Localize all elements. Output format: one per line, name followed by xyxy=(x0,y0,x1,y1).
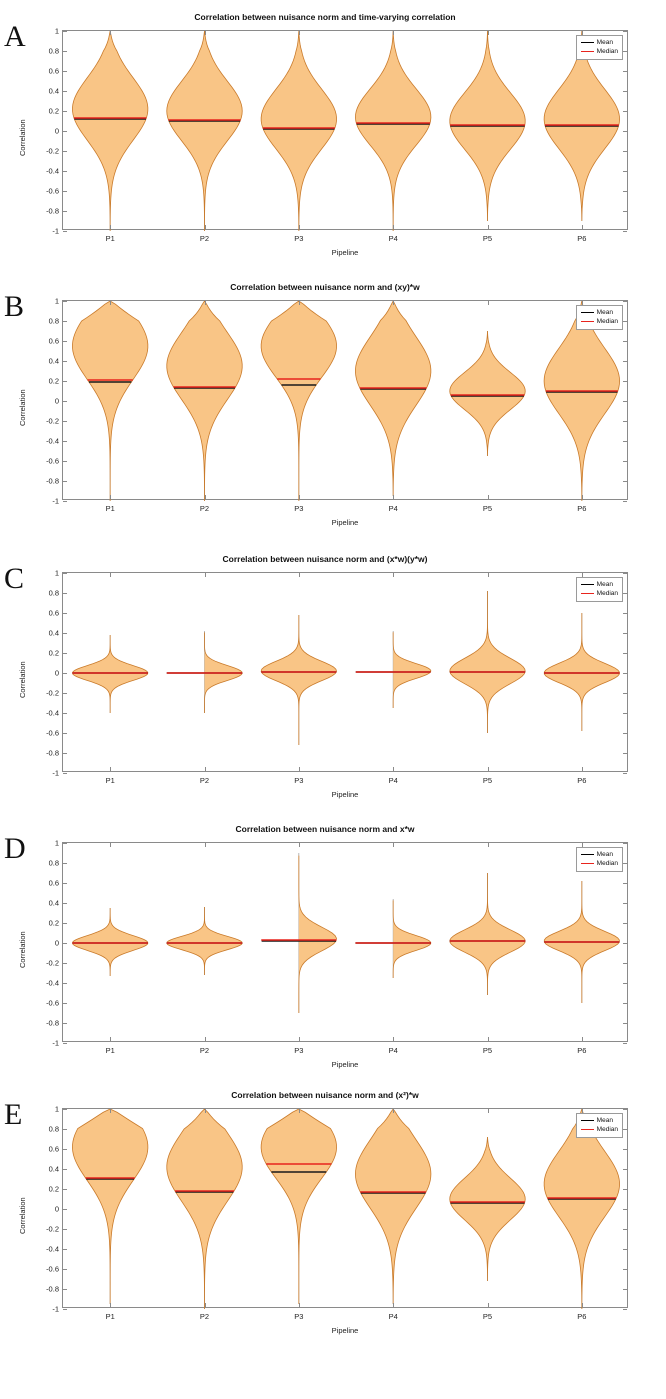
y-tick-label: 1 xyxy=(54,568,59,578)
violin-shape xyxy=(72,31,147,231)
y-tick-label: -0.2 xyxy=(46,958,59,968)
y-tick-label: -0.8 xyxy=(46,1018,59,1028)
legend-label-median: Median xyxy=(596,318,618,325)
violin-shape xyxy=(355,301,430,496)
y-axis-label: Correlation xyxy=(18,661,27,698)
x-tick-mark xyxy=(582,1303,583,1307)
x-tick-label: P2 xyxy=(199,1312,210,1321)
x-tick-mark xyxy=(299,1109,300,1113)
panel-letter: E xyxy=(4,1098,23,1131)
x-tick-label: P4 xyxy=(388,1312,398,1321)
legend-line-icon xyxy=(581,1120,594,1121)
x-axis-label: Pipeline xyxy=(331,1326,359,1335)
y-tick-label: -0.6 xyxy=(46,998,59,1008)
x-tick-mark xyxy=(205,495,206,499)
y-tick-label: 1 xyxy=(54,838,59,848)
x-tick-mark xyxy=(488,1109,489,1113)
y-tick-label: -0.8 xyxy=(46,1284,59,1294)
panel-e xyxy=(0,1086,666,1348)
legend-line-icon xyxy=(581,42,594,43)
y-tick-label: 0.2 xyxy=(48,648,59,658)
x-tick-mark xyxy=(393,573,394,577)
violin-shape xyxy=(261,615,336,745)
y-axis-label: Correlation xyxy=(18,119,27,156)
legend-label-median: Median xyxy=(596,860,618,867)
violin-shape xyxy=(261,1109,336,1304)
panel-letter: D xyxy=(4,832,26,865)
panel-letter: C xyxy=(4,562,25,595)
y-tick-mark xyxy=(63,1043,67,1044)
x-tick-mark xyxy=(299,573,300,577)
y-tick-mark xyxy=(623,1309,627,1310)
x-tick-mark xyxy=(110,495,111,499)
y-tick-label: 1 xyxy=(54,296,59,306)
legend-item-median xyxy=(581,317,618,326)
x-tick-label: P2 xyxy=(199,776,210,785)
x-tick-mark xyxy=(299,1037,300,1041)
plot-title: Correlation between nuisance norm and (x*w)(y*w) xyxy=(222,554,428,564)
legend-line-icon xyxy=(581,854,594,855)
legend-line-icon xyxy=(581,51,594,52)
legend-item-mean xyxy=(581,1116,618,1125)
x-tick-label: P6 xyxy=(577,504,587,513)
violin-plot-area xyxy=(63,573,629,773)
x-axis-label: Pipeline xyxy=(331,1060,359,1069)
y-tick-label: -0.4 xyxy=(46,708,59,718)
y-tick-label: -1 xyxy=(52,768,59,778)
x-tick-mark xyxy=(393,31,394,35)
y-tick-label: 0.2 xyxy=(48,106,59,116)
y-tick-label: 0.4 xyxy=(48,898,59,908)
y-tick-label: 0 xyxy=(54,1204,59,1214)
x-tick-mark xyxy=(488,31,489,35)
legend-label-mean: Mean xyxy=(596,581,613,588)
panel-b xyxy=(0,278,666,540)
y-tick-mark xyxy=(63,1309,67,1310)
legend-item-mean xyxy=(581,38,618,47)
y-tick-label: 0.8 xyxy=(48,1124,59,1134)
x-tick-mark xyxy=(205,767,206,771)
y-tick-label: -0.8 xyxy=(46,476,59,486)
x-tick-mark xyxy=(488,495,489,499)
x-tick-mark xyxy=(393,1109,394,1113)
y-axis-label: Correlation xyxy=(18,931,27,968)
violin-shape xyxy=(544,613,619,731)
x-tick-mark xyxy=(110,1037,111,1041)
x-tick-mark xyxy=(488,573,489,577)
violin-plot-area xyxy=(63,843,629,1043)
y-tick-label: 1 xyxy=(54,26,59,36)
x-tick-mark xyxy=(205,1109,206,1113)
legend-label-mean: Mean xyxy=(596,39,613,46)
violin-shape xyxy=(355,1109,430,1304)
violin-plot-area xyxy=(63,31,629,231)
x-tick-mark xyxy=(299,225,300,229)
x-tick-mark xyxy=(205,225,206,229)
x-tick-mark xyxy=(205,1303,206,1307)
legend-line-icon xyxy=(581,584,594,585)
y-tick-label: -0.4 xyxy=(46,436,59,446)
x-tick-mark xyxy=(110,225,111,229)
x-tick-mark xyxy=(488,225,489,229)
y-tick-label: -0.6 xyxy=(46,456,59,466)
y-tick-mark xyxy=(623,773,627,774)
y-tick-mark xyxy=(623,1043,627,1044)
legend-item-mean xyxy=(581,580,618,589)
y-tick-label: -0.4 xyxy=(46,1244,59,1254)
violin-shape xyxy=(355,31,430,231)
x-tick-label: P5 xyxy=(482,1312,493,1321)
plot-axes xyxy=(46,26,628,243)
x-tick-label: P3 xyxy=(294,234,304,243)
violin-shape xyxy=(450,331,525,456)
violin-plot-area xyxy=(63,301,629,501)
y-tick-label: 0.6 xyxy=(48,1144,59,1154)
y-tick-label: -0.2 xyxy=(46,688,59,698)
legend xyxy=(576,35,623,60)
y-tick-mark xyxy=(623,231,627,232)
legend-item-mean xyxy=(581,308,618,317)
x-tick-label: P5 xyxy=(482,776,493,785)
x-tick-mark xyxy=(110,1303,111,1307)
x-tick-label: P1 xyxy=(105,504,115,513)
violin-shape xyxy=(167,31,242,231)
x-tick-mark xyxy=(205,301,206,305)
x-tick-mark xyxy=(299,1303,300,1307)
y-tick-label: 0.8 xyxy=(48,588,59,598)
x-tick-mark xyxy=(110,31,111,35)
y-tick-label: 0.2 xyxy=(48,376,59,386)
legend xyxy=(576,577,623,602)
y-tick-label: 0.4 xyxy=(48,628,59,638)
x-tick-mark xyxy=(393,843,394,847)
violin-shape xyxy=(261,301,336,501)
y-tick-label: 0.6 xyxy=(48,66,59,76)
x-tick-mark xyxy=(110,767,111,771)
violin-shape xyxy=(393,632,431,708)
legend-item-mean xyxy=(581,850,618,859)
legend-label-median: Median xyxy=(596,1126,618,1133)
legend xyxy=(576,847,623,872)
x-tick-label: P6 xyxy=(577,1046,587,1055)
x-tick-mark xyxy=(299,301,300,305)
legend-label-median: Median xyxy=(596,48,618,55)
y-tick-mark xyxy=(63,501,67,502)
violin-shape xyxy=(393,900,431,978)
y-tick-label: 0.4 xyxy=(48,1164,59,1174)
violin-shape xyxy=(167,907,242,975)
panel-letter: B xyxy=(4,290,25,323)
y-tick-label: 0 xyxy=(54,126,59,136)
x-tick-mark xyxy=(205,31,206,35)
x-tick-mark xyxy=(393,301,394,305)
plot-axes xyxy=(46,568,628,785)
x-tick-label: P4 xyxy=(388,776,398,785)
plot-title: Correlation between nuisance norm and (x²)*w xyxy=(231,1090,419,1100)
x-axis-label: Pipeline xyxy=(331,790,359,799)
violin-shape xyxy=(167,1109,242,1309)
violin-shape xyxy=(72,908,147,976)
legend-line-icon xyxy=(581,863,594,864)
violin-shape xyxy=(72,301,147,501)
x-tick-label: P3 xyxy=(294,776,304,785)
x-axis-label: Pipeline xyxy=(331,248,359,257)
y-tick-mark xyxy=(63,773,67,774)
x-tick-mark xyxy=(582,495,583,499)
x-tick-label: P5 xyxy=(482,234,493,243)
x-tick-mark xyxy=(110,573,111,577)
plot-title: Correlation between nuisance norm and time-varying correlation xyxy=(194,12,456,22)
x-tick-label: P3 xyxy=(294,1046,304,1055)
x-tick-mark xyxy=(582,225,583,229)
violin-shape xyxy=(450,873,525,995)
x-tick-label: P6 xyxy=(577,776,587,785)
y-axis-label: Correlation xyxy=(18,1197,27,1234)
x-tick-label: P6 xyxy=(577,1312,587,1321)
legend-label-median: Median xyxy=(596,590,618,597)
x-tick-label: P3 xyxy=(294,1312,304,1321)
y-tick-label: 0 xyxy=(54,938,59,948)
panel-letter: A xyxy=(4,20,26,53)
x-tick-label: P4 xyxy=(388,1046,398,1055)
y-tick-label: 0.8 xyxy=(48,46,59,56)
x-tick-mark xyxy=(488,843,489,847)
y-tick-label: -1 xyxy=(52,1038,59,1048)
panel-d xyxy=(0,820,666,1082)
x-tick-mark xyxy=(582,1037,583,1041)
y-tick-label: -0.4 xyxy=(46,166,59,176)
y-axis-label: Correlation xyxy=(18,389,27,426)
y-tick-label: -0.6 xyxy=(46,186,59,196)
y-tick-label: 0.8 xyxy=(48,858,59,868)
y-tick-label: 0.4 xyxy=(48,356,59,366)
x-tick-mark xyxy=(205,573,206,577)
x-tick-mark xyxy=(488,301,489,305)
y-tick-label: 0 xyxy=(54,396,59,406)
legend-line-icon xyxy=(581,312,594,313)
x-tick-label: P1 xyxy=(105,776,115,785)
x-tick-label: P4 xyxy=(388,504,398,513)
y-tick-label: -0.8 xyxy=(46,206,59,216)
violin-shape xyxy=(544,301,619,501)
y-tick-label: -0.6 xyxy=(46,728,59,738)
plot-title: Correlation between nuisance norm and (xy)*w xyxy=(230,282,420,292)
x-tick-mark xyxy=(299,31,300,35)
x-tick-mark xyxy=(393,1037,394,1041)
legend-line-icon xyxy=(581,593,594,594)
y-tick-label: -1 xyxy=(52,496,59,506)
legend-item-median xyxy=(581,859,618,868)
y-tick-label: -0.2 xyxy=(46,146,59,156)
x-tick-mark xyxy=(110,301,111,305)
x-tick-label: P1 xyxy=(105,234,115,243)
x-tick-label: P5 xyxy=(482,1046,493,1055)
x-tick-label: P6 xyxy=(577,234,587,243)
legend-item-median xyxy=(581,1125,618,1134)
violin-shape xyxy=(261,31,336,231)
y-tick-label: -0.2 xyxy=(46,1224,59,1234)
y-tick-label: 0.6 xyxy=(48,878,59,888)
y-tick-label: -0.8 xyxy=(46,748,59,758)
x-tick-mark xyxy=(488,1037,489,1041)
violin-shape xyxy=(544,1109,619,1309)
y-tick-label: 0.2 xyxy=(48,1184,59,1194)
plot-axes xyxy=(46,1104,628,1321)
legend-line-icon xyxy=(581,1129,594,1130)
x-tick-mark xyxy=(299,843,300,847)
plot-axes xyxy=(46,838,628,1055)
y-tick-label: 0.6 xyxy=(48,608,59,618)
y-tick-label: 0 xyxy=(54,668,59,678)
x-tick-label: P3 xyxy=(294,504,304,513)
x-tick-label: P2 xyxy=(199,504,210,513)
x-tick-mark xyxy=(299,767,300,771)
x-tick-mark xyxy=(488,767,489,771)
x-tick-label: P2 xyxy=(199,234,210,243)
x-tick-mark xyxy=(393,225,394,229)
x-tick-mark xyxy=(393,495,394,499)
x-tick-mark xyxy=(582,767,583,771)
panel-a xyxy=(0,8,666,270)
x-tick-label: P2 xyxy=(199,1046,210,1055)
y-tick-label: -0.4 xyxy=(46,978,59,988)
x-tick-mark xyxy=(205,843,206,847)
violin-shape xyxy=(450,1137,525,1281)
x-axis-label: Pipeline xyxy=(331,518,359,527)
legend-label-mean: Mean xyxy=(596,1117,613,1124)
violin-shape xyxy=(72,635,147,713)
x-tick-mark xyxy=(205,1037,206,1041)
y-tick-label: 1 xyxy=(54,1104,59,1114)
x-tick-mark xyxy=(488,1303,489,1307)
x-tick-mark xyxy=(110,843,111,847)
y-tick-label: -0.6 xyxy=(46,1264,59,1274)
y-tick-label: -0.2 xyxy=(46,416,59,426)
x-tick-label: P5 xyxy=(482,504,493,513)
y-tick-label: -1 xyxy=(52,1304,59,1314)
legend-label-mean: Mean xyxy=(596,851,613,858)
legend-item-median xyxy=(581,47,618,56)
y-tick-label: -1 xyxy=(52,226,59,236)
y-tick-label: 0.4 xyxy=(48,86,59,96)
plot-title: Correlation between nuisance norm and x*w xyxy=(235,824,415,834)
panel-c xyxy=(0,550,666,812)
legend-line-icon xyxy=(581,321,594,322)
violin-shape xyxy=(450,591,525,733)
violin-plot-area xyxy=(63,1109,629,1309)
y-tick-mark xyxy=(623,501,627,502)
legend xyxy=(576,305,623,330)
violin-shape xyxy=(299,856,337,1013)
legend-label-mean: Mean xyxy=(596,309,613,316)
x-tick-mark xyxy=(299,495,300,499)
x-tick-mark xyxy=(393,1303,394,1307)
y-tick-label: 0.6 xyxy=(48,336,59,346)
violin-shape xyxy=(72,1109,147,1304)
violin-shape xyxy=(167,301,242,501)
plot-axes xyxy=(46,296,628,513)
y-tick-label: 0.2 xyxy=(48,918,59,928)
y-tick-label: 0.8 xyxy=(48,316,59,326)
x-tick-label: P4 xyxy=(388,234,398,243)
x-tick-label: P1 xyxy=(105,1312,115,1321)
x-tick-mark xyxy=(393,767,394,771)
legend xyxy=(576,1113,623,1138)
x-tick-label: P1 xyxy=(105,1046,115,1055)
legend-item-median xyxy=(581,589,618,598)
y-tick-mark xyxy=(63,231,67,232)
x-tick-mark xyxy=(110,1109,111,1113)
